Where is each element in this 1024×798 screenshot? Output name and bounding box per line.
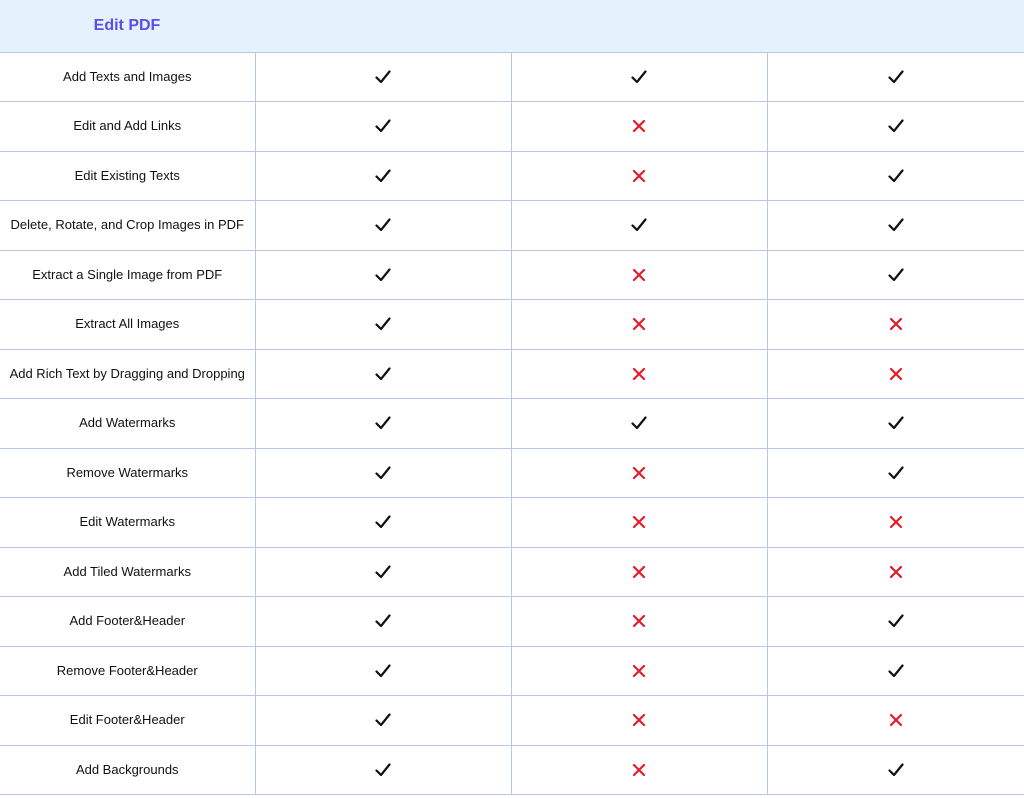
- check-icon: [374, 167, 392, 185]
- feature-cell: [0, 745, 255, 795]
- check-icon: [887, 68, 905, 86]
- feature-cell: [0, 102, 255, 152]
- support-cell: [255, 547, 511, 597]
- section-header: [0, 0, 1024, 52]
- table-row: [0, 696, 1024, 746]
- check-icon: [374, 612, 392, 630]
- support-cell: [255, 646, 511, 696]
- cross-icon: [887, 365, 905, 383]
- support-cell: [767, 646, 1024, 696]
- check-icon: [887, 662, 905, 680]
- check-icon: [374, 711, 392, 729]
- table-row: [0, 250, 1024, 300]
- support-cell: [511, 696, 767, 746]
- check-icon: [887, 612, 905, 630]
- feature-cell: [0, 597, 255, 647]
- feature-label: Add Watermarks: [79, 415, 176, 431]
- support-cell: [767, 300, 1024, 350]
- table-row: [0, 597, 1024, 647]
- check-icon: [887, 414, 905, 432]
- check-icon: [374, 68, 392, 86]
- cross-icon: [630, 513, 648, 531]
- support-cell: [767, 547, 1024, 597]
- feature-label: Add Texts and Images: [63, 68, 192, 84]
- support-cell: [511, 52, 767, 102]
- support-cell: [255, 151, 511, 201]
- feature-cell: [0, 349, 255, 399]
- cross-icon: [630, 464, 648, 482]
- check-icon: [374, 513, 392, 531]
- table-row: [0, 102, 1024, 152]
- cross-icon: [630, 662, 648, 680]
- support-cell: [767, 52, 1024, 102]
- support-cell: [255, 498, 511, 548]
- feature-cell: [0, 300, 255, 350]
- check-icon: [887, 464, 905, 482]
- support-cell: [767, 745, 1024, 795]
- feature-label: Delete, Rotate, and Crop Images in PDF: [10, 217, 244, 233]
- feature-label: Remove Watermarks: [66, 464, 189, 480]
- feature-label: Edit and Add Links: [73, 118, 182, 134]
- check-icon: [374, 761, 392, 779]
- support-cell: [255, 399, 511, 449]
- cross-icon: [630, 117, 648, 135]
- cross-icon: [630, 365, 648, 383]
- support-cell: [511, 250, 767, 300]
- support-cell: [255, 102, 511, 152]
- table-row: [0, 646, 1024, 696]
- feature-cell: [0, 547, 255, 597]
- check-icon: [374, 464, 392, 482]
- cross-icon: [630, 315, 648, 333]
- check-icon: [374, 662, 392, 680]
- feature-label: Extract a Single Image from PDF: [32, 266, 223, 282]
- section-title: Edit PDF: [93, 16, 161, 34]
- support-cell: [767, 349, 1024, 399]
- check-icon: [374, 266, 392, 284]
- check-icon: [374, 117, 392, 135]
- support-cell: [511, 102, 767, 152]
- table-row: [0, 547, 1024, 597]
- cross-icon: [887, 563, 905, 581]
- feature-rows: [0, 52, 1024, 795]
- check-icon: [887, 167, 905, 185]
- check-icon: [887, 761, 905, 779]
- check-icon: [374, 563, 392, 581]
- support-cell: [767, 399, 1024, 449]
- support-cell: [255, 250, 511, 300]
- cross-icon: [630, 761, 648, 779]
- check-icon: [887, 216, 905, 234]
- cross-icon: [630, 563, 648, 581]
- feature-cell: [0, 448, 255, 498]
- check-icon: [374, 315, 392, 333]
- support-cell: [767, 597, 1024, 647]
- support-cell: [511, 498, 767, 548]
- support-cell: [511, 448, 767, 498]
- check-icon: [630, 414, 648, 432]
- table-row: [0, 151, 1024, 201]
- support-cell: [511, 745, 767, 795]
- cross-icon: [630, 266, 648, 284]
- table-row: [0, 448, 1024, 498]
- feature-label: Edit Watermarks: [79, 514, 176, 530]
- support-cell: [511, 597, 767, 647]
- feature-label: Edit Footer&Header: [69, 712, 185, 728]
- support-cell: [511, 399, 767, 449]
- support-cell: [767, 448, 1024, 498]
- cross-icon: [887, 315, 905, 333]
- feature-cell: [0, 52, 255, 102]
- support-cell: [255, 201, 511, 251]
- table-row: [0, 52, 1024, 102]
- feature-cell: [0, 250, 255, 300]
- check-icon: [630, 216, 648, 234]
- feature-label: Extract All Images: [75, 316, 180, 332]
- support-cell: [255, 745, 511, 795]
- cross-icon: [630, 711, 648, 729]
- support-cell: [767, 498, 1024, 548]
- feature-cell: [0, 696, 255, 746]
- check-icon: [887, 117, 905, 135]
- cross-icon: [887, 513, 905, 531]
- table-row: [0, 498, 1024, 548]
- feature-label: Add Rich Text by Dragging and Dropping: [9, 365, 245, 381]
- table-row: [0, 300, 1024, 350]
- feature-cell: [0, 646, 255, 696]
- table-row: [0, 399, 1024, 449]
- cross-icon: [630, 612, 648, 630]
- check-icon: [374, 414, 392, 432]
- feature-label: Add Footer&Header: [69, 613, 186, 629]
- table-row: [0, 349, 1024, 399]
- feature-label: Add Backgrounds: [75, 761, 179, 777]
- support-cell: [511, 151, 767, 201]
- support-cell: [511, 300, 767, 350]
- support-cell: [767, 151, 1024, 201]
- table-row: [0, 201, 1024, 251]
- support-cell: [255, 597, 511, 647]
- feature-cell: [0, 498, 255, 548]
- cross-icon: [887, 711, 905, 729]
- support-cell: [511, 547, 767, 597]
- support-cell: [255, 349, 511, 399]
- check-icon: [630, 68, 648, 86]
- support-cell: [511, 201, 767, 251]
- check-icon: [374, 365, 392, 383]
- support-cell: [767, 696, 1024, 746]
- support-cell: [255, 52, 511, 102]
- support-cell: [767, 201, 1024, 251]
- feature-label: Add Tiled Watermarks: [63, 563, 191, 579]
- feature-label: Edit Existing Texts: [74, 167, 180, 183]
- support-cell: [255, 696, 511, 746]
- support-cell: [767, 250, 1024, 300]
- support-cell: [767, 102, 1024, 152]
- cross-icon: [630, 167, 648, 185]
- support-cell: [255, 300, 511, 350]
- feature-cell: [0, 399, 255, 449]
- table-row: [0, 745, 1024, 795]
- check-icon: [374, 216, 392, 234]
- feature-label: Remove Footer&Header: [56, 662, 198, 678]
- feature-cell: [0, 201, 255, 251]
- support-cell: [255, 448, 511, 498]
- support-cell: [511, 349, 767, 399]
- support-cell: [511, 646, 767, 696]
- feature-cell: [0, 151, 255, 201]
- section-header-row: [0, 0, 1024, 52]
- check-icon: [887, 266, 905, 284]
